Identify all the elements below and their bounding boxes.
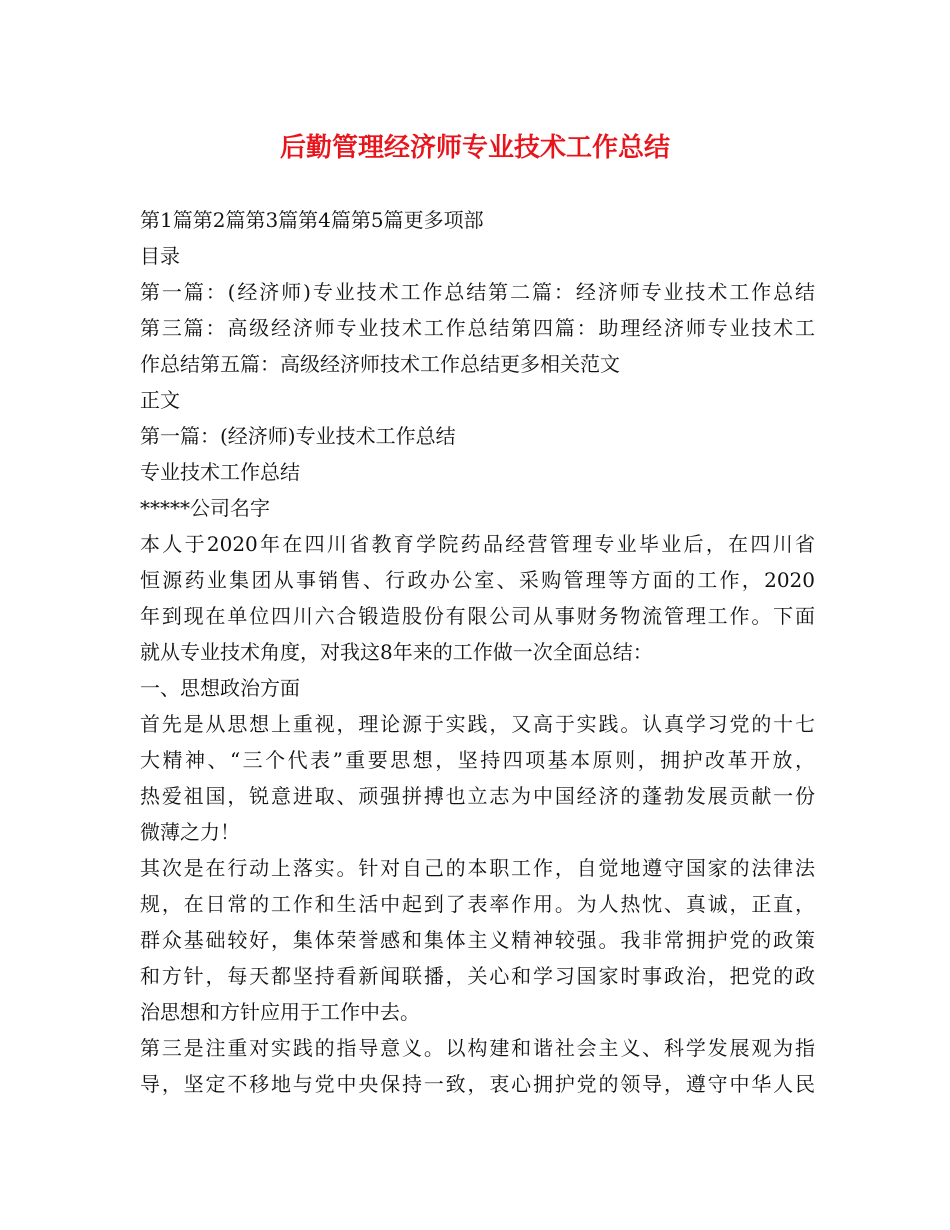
paragraph-line: 和方针，每天都坚持看新闻联播，关心和学习国家时事政治，把党的政 [140, 964, 815, 988]
paragraph-line: 第三是注重对实践的指导意义。以构建和谐社会主义、科学发展观为指 [140, 1036, 815, 1060]
paragraph-line: 恒源药业集团从事销售、行政办公室、采购管理等方面的工作，2020 [140, 568, 815, 592]
chapter-heading: 第一篇：(经济师)专业技术工作总结 [140, 424, 456, 448]
paragraph-line: 大精神、“三个代表”重要思想，坚持四项基本原则，拥护改革开放， [140, 748, 815, 772]
paragraph-line: 年到现在单位四川六合锻造股份有限公司从事财务物流管理工作。下面 [140, 604, 815, 628]
paragraph-line: 群众基础较好，集体荣誉感和集体主义精神较强。我非常拥护党的政策 [140, 928, 815, 952]
section-heading: 专业技术工作总结 [140, 460, 300, 484]
document-body [140, 202, 815, 1102]
paragraph-line: 热爱祖国，锐意进取、顽强拼搏也立志为中国经济的蓬勃发展贡献一份 [140, 784, 815, 808]
paragraph-line: 本人于2020年在四川省教育学院药品经营管理专业毕业后，在四川省 [140, 532, 815, 556]
paragraph-line: 就从专业技术角度，对我这8年来的工作做一次全面总结： [140, 640, 653, 664]
section-heading: 一、思想政治方面 [140, 676, 300, 700]
toc-entry-line: 作总结第五篇：高级经济师技术工作总结更多相关范文 [140, 352, 620, 376]
toc-entry-line: 第三篇：高级经济师专业技术工作总结第四篇：助理经济师专业技术工 [140, 316, 815, 340]
paragraph-line: 首先是从思想上重视，理论源于实践，又高于实践。认真学习党的十七 [140, 712, 815, 736]
body-heading: 正文 [140, 388, 180, 412]
paragraph-line: 微薄之力！ [140, 820, 240, 844]
paragraph-line: 其次是在行动上落实。针对自己的本职工作，自觉地遵守国家的法律法 [140, 856, 815, 880]
toc-entry-line: 第一篇：(经济师)专业技术工作总结第二篇：经济师专业技术工作总结 [140, 280, 815, 304]
company-name-line: *****公司名字 [140, 496, 270, 520]
paragraph-line: 导，坚定不移地与党中央保持一致，衷心拥护党的领导，遵守中华人民 [140, 1072, 815, 1096]
paragraph-line: 治思想和方针应用于工作中去。 [140, 1000, 420, 1024]
document-title: 后勤管理经济师专业技术工作总结 [279, 133, 670, 163]
toc-heading: 目录 [140, 244, 180, 268]
toc-nav-line: 第1篇第2篇第3篇第4篇第5篇更多项部 [140, 208, 484, 232]
paragraph-line: 规，在日常的工作和生活中起到了表率作用。为人热忱、真诚，正直， [140, 892, 815, 916]
